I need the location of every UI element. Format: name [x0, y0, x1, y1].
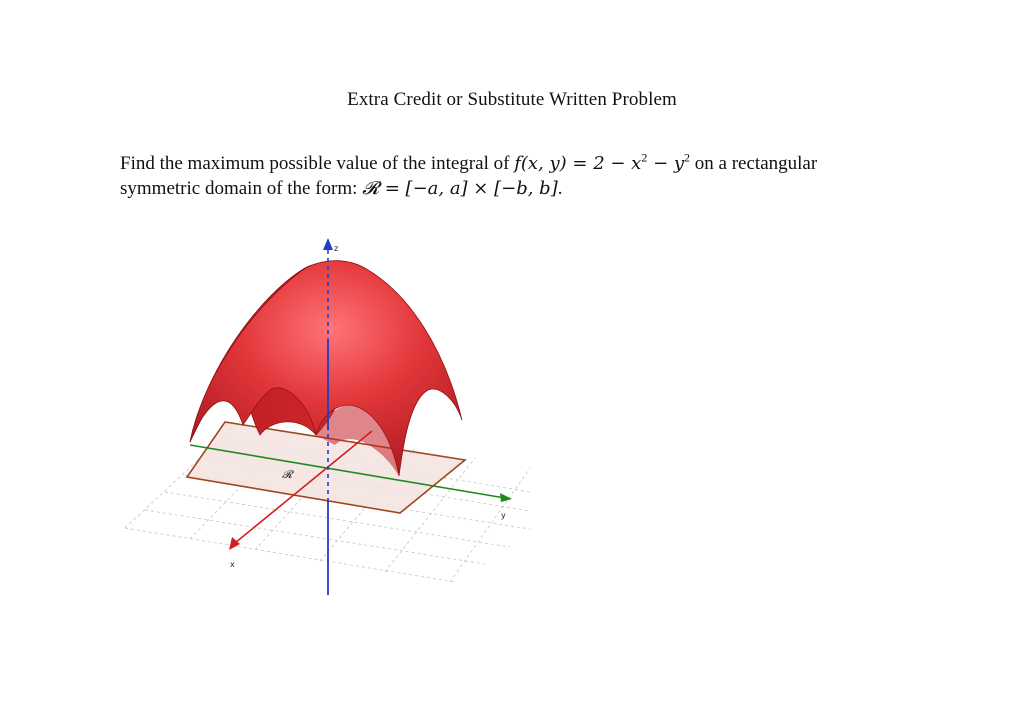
y-axis-arrow: [500, 493, 512, 502]
equals-sign: =: [566, 153, 594, 174]
expression-term-2: − y: [647, 153, 685, 174]
z-axis-arrow: [323, 238, 333, 250]
problem-text-suffix: on a rectangular: [690, 153, 818, 174]
problem-line-2: [120, 176, 920, 201]
x-axis-arrow: [229, 537, 240, 550]
expression-term-1: 2 − x: [593, 153, 642, 174]
function-name: f(x, y): [514, 153, 567, 174]
page-title: Extra Credit or Substitute Written Problem: [347, 89, 677, 110]
problem-statement: [120, 151, 920, 201]
period: .: [557, 178, 563, 199]
problem-text-2: symmetric domain of the form:: [120, 178, 363, 199]
y-axis-label: y: [501, 511, 506, 520]
problem-line-1: [120, 151, 920, 176]
z-axis-label: z: [334, 244, 339, 253]
domain-expression: 𝓡 = [−a, a] × [−b, b]: [362, 178, 558, 199]
paraboloid-figure: [110, 230, 540, 600]
problem-text: Find the maximum possible value of the integral of: [120, 153, 515, 174]
exponent-2: 2: [684, 150, 691, 165]
region-label: 𝓡: [282, 468, 293, 481]
x-axis-label: x: [230, 560, 235, 569]
exponent-1: 2: [641, 150, 648, 165]
